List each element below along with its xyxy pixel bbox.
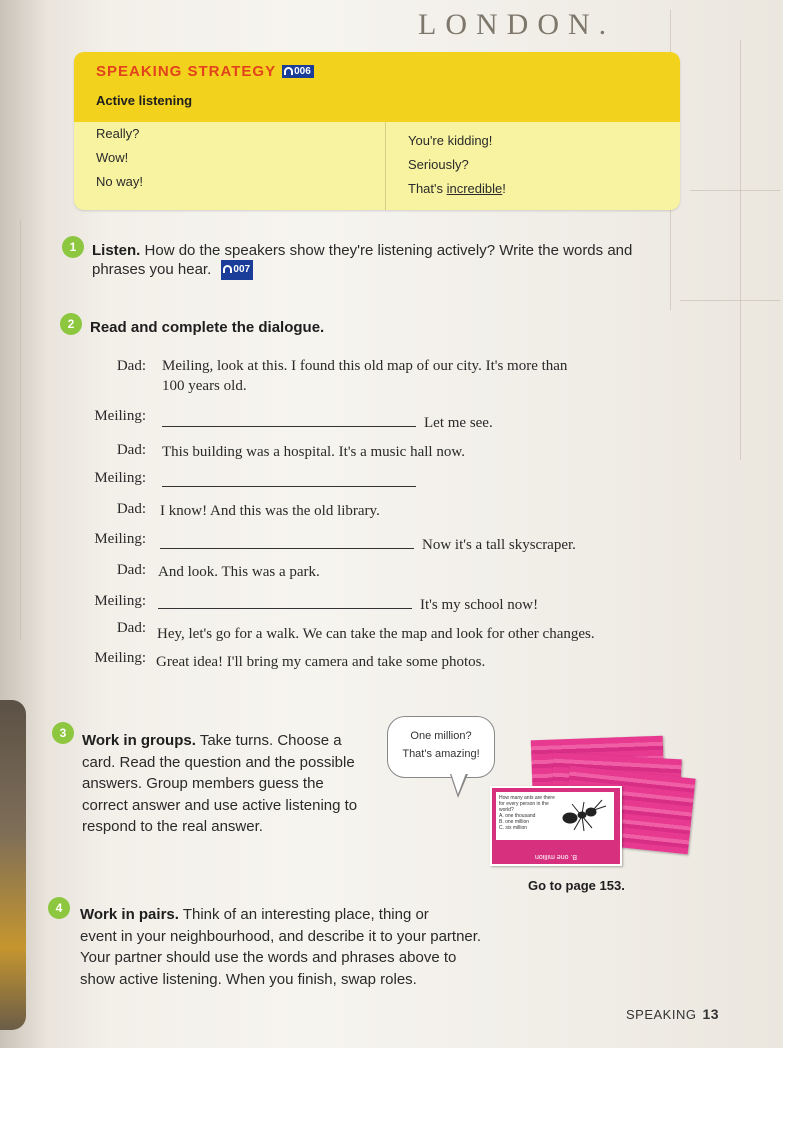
speaker: Dad: (116, 358, 146, 374)
exercise-text: Think of an interesting place, thing or (182, 906, 429, 923)
headphones-icon (284, 67, 293, 75)
speaker: Dad: (116, 501, 146, 517)
exercise-heading: Read and complete the dialogue. (90, 319, 325, 336)
ant-icon (558, 798, 608, 834)
exercise-text: card. Read the question and the possible (82, 753, 355, 771)
card-option: A. one thousand (499, 813, 536, 819)
dialogue-line: I know! And this was the old library. (160, 503, 380, 519)
exercise-number: 4 (48, 897, 70, 919)
phrase-underlined: incredible (446, 181, 503, 196)
dialogue-line (160, 536, 576, 554)
speaker: Dad: (116, 562, 146, 578)
page-footer (626, 1006, 719, 1022)
exercise-heading: Work in groups. (82, 732, 196, 749)
audio-track-badge[interactable] (221, 260, 253, 280)
footer-section: SPEAKING (626, 1007, 697, 1022)
phrase-right: Seriously? (408, 157, 469, 172)
map-city-label: LONDON. (418, 8, 616, 41)
speaker: Meiling: (94, 650, 146, 666)
quiz-card-face (496, 792, 614, 840)
phrase-right: You're kidding! (408, 133, 493, 148)
dialogue (76, 358, 666, 678)
dialogue-line: Meiling, look at this. I found this old map of our city. It's more than (162, 358, 568, 374)
speech-bubble (387, 716, 495, 778)
exercise-text: Your partner should use the words and phrases above to (80, 949, 457, 966)
page-reference: Go to page 153. (528, 878, 625, 893)
exercise-3-text (82, 730, 382, 838)
audio-track-number: 007 (233, 264, 251, 275)
exercise-4-text (80, 904, 520, 990)
speaker: Meiling: (94, 408, 146, 424)
answer-blank[interactable] (158, 596, 412, 609)
exercise-text: respond to the real answer. (82, 818, 263, 835)
exercise-2-heading (90, 319, 324, 337)
exercise-text: Take turns. Choose a (199, 732, 342, 749)
map-line (740, 40, 741, 460)
exercise-text: event in your neighbourhood, and describe it to your partner. (80, 927, 482, 945)
answer-blank[interactable] (160, 536, 414, 549)
phrase-left: Wow! (96, 150, 129, 165)
headphones-icon (223, 265, 232, 273)
exercise-text: answers. Group members guess the (82, 775, 324, 792)
card-answer: B. one million (534, 853, 578, 860)
exercise-number: 1 (62, 236, 84, 258)
exercise-text: show active listening. When you finish, swap roles. (80, 970, 417, 988)
card-option: C. six million (499, 825, 528, 831)
dialogue-line (162, 474, 424, 492)
exercise-text: phrases you hear. (92, 261, 212, 278)
dialogue-line: Great idea! I'll bring my camera and take some photos. (156, 654, 486, 670)
exercise-text: How do the speakers show they're listening actively? Write the words and (144, 242, 633, 259)
exercise-text: correct answer and use active listening to (82, 796, 358, 814)
phrase-text: That's (408, 181, 447, 196)
bubble-text: One million? (410, 730, 472, 742)
page-edge-photo (0, 700, 26, 1030)
exercise-heading: Listen. (92, 242, 141, 259)
strategy-title (96, 63, 314, 80)
speaker: Meiling: (94, 470, 146, 486)
map-line (20, 220, 21, 640)
quiz-card[interactable] (490, 786, 622, 866)
bubble-text: That's amazing! (402, 748, 480, 760)
strategy-header (74, 52, 680, 122)
dialogue-line (162, 414, 493, 432)
phrase-text: ! (502, 181, 506, 196)
dialogue-line: This building was a hospital. It's a music hall now. (162, 444, 465, 460)
answer-blank[interactable] (162, 414, 416, 427)
dialogue-text: It's my school now! (420, 597, 539, 613)
strategy-subtitle: Active listening (96, 93, 193, 108)
dialogue-line: 100 years old. (162, 378, 247, 394)
speaker: Meiling: (94, 531, 146, 547)
audio-track-badge[interactable] (282, 65, 314, 78)
strategy-title-text: SPEAKING STRATEGY (96, 63, 277, 80)
dialogue-text: Let me see. (424, 415, 493, 431)
dialogue-line: And look. This was a park. (158, 564, 320, 580)
map-line (690, 190, 780, 191)
speaker: Dad: (116, 620, 146, 636)
exercise-number: 3 (52, 722, 74, 744)
exercise-number: 2 (60, 313, 82, 335)
card-option: B. one million (499, 819, 530, 825)
page-number: 13 (702, 1006, 720, 1022)
map-line (680, 300, 780, 301)
strategy-divider (385, 122, 386, 210)
dialogue-text: Now it's a tall skyscraper. (422, 537, 576, 553)
speaker: Meiling: (94, 593, 146, 609)
speaker: Dad: (116, 442, 146, 458)
phrase-left: No way! (96, 174, 143, 189)
speaking-strategy-box (74, 52, 680, 210)
dialogue-line: Hey, let's go for a walk. We can take the map and look for other changes. (157, 626, 595, 642)
exercise-heading: Work in pairs. (80, 906, 179, 923)
audio-track-number: 006 (294, 66, 311, 77)
dialogue-line (158, 596, 538, 614)
exercise-1-text (92, 242, 667, 280)
phrase-left: Really? (96, 126, 140, 141)
speech-bubble-tail (451, 773, 466, 794)
answer-blank[interactable] (162, 474, 416, 487)
phrase-right (408, 181, 506, 196)
card-question: How many ants are there for every person in the world? (499, 795, 555, 813)
